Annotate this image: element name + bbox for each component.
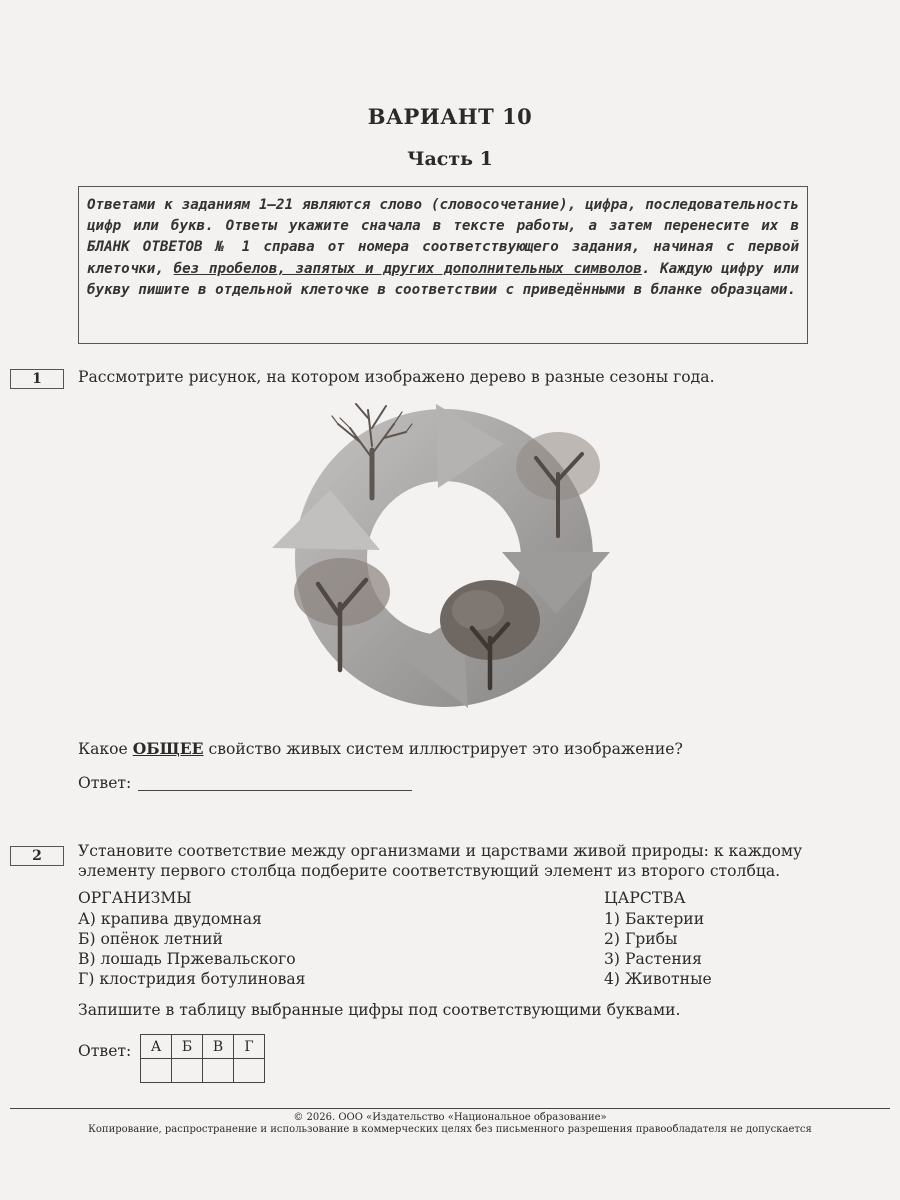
instructions-box [78,186,808,344]
footer-divider [10,1108,890,1109]
task1-answer-field[interactable] [138,790,412,791]
task2-prompt-line2: элементу первого столбца подберите соответствующий элемент из второго столбца. [78,862,781,880]
task1-prompt: Рассмотрите рисунок, на котором изображено дерево в разные сезоны года. [78,368,715,386]
kingdom-item: 4) Животные [604,970,712,988]
answer-table-header: В [203,1035,234,1059]
task1-question-emphasis: ОБЩЕЕ [132,739,204,758]
task-number-2: 2 [10,846,64,866]
organism-item: Б) опёнок летний [78,930,223,948]
seasons-cycle-figure [268,388,618,710]
task1-question [78,738,798,760]
footer [0,1112,900,1136]
task2-prompt-line1: Установите соответствие между организмами и царствами живой природы: к каждому [78,842,803,860]
task2-answer-label: Ответ: [78,1042,132,1060]
answer-table-header: А [141,1035,172,1059]
organism-item: А) крапива двудомная [78,910,262,928]
organisms-list [78,909,306,989]
answer-cell[interactable] [172,1059,203,1083]
answer-cell[interactable] [234,1059,265,1083]
variant-title: ВАРИАНТ 10 [367,104,533,129]
kingdom-item: 1) Бактерии [604,910,705,928]
task2-instruction: Запишите в таблицу выбранные цифры под соответствующими буквами. [78,1001,681,1019]
answer-cell[interactable] [203,1059,234,1083]
organism-item: Г) клостридия ботулиновая [78,970,306,988]
organism-item: В) лошадь Пржевальского [78,950,296,968]
footer-copyright: © 2026. ООО «Издательство «Национальное образование» [293,1112,607,1123]
answer-table-header: Б [172,1035,203,1059]
answer-table-header: Г [234,1035,265,1059]
instructions-underlined: без пробелов, запятых и других дополнительных символов [173,260,642,277]
instructions-text-end: . Каждую цифру или букву пишите в отдельной клеточке в соответствии с приведёнными в бланке образцами. [87,260,800,298]
kingdoms-header: ЦАРСТВА [604,889,686,907]
task-number-1: 1 [10,369,64,389]
task1-question-end: свойство живых систем иллюстрирует это изображение? [203,740,683,758]
kingdom-item: 3) Растения [604,950,702,968]
task2-answer-table [140,1034,265,1083]
instructions-text: Ответами к заданиям 1–21 являются слово (словосочетание), цифра, последовательность цифр или букв. Ответы укажите сначала в тексте работы, а затем перенесите их в БЛАНК ОТВЕТОВ № 1 справа от номера соответствующего задания, начиная с первой клеточки, [87,197,799,277]
answer-cell[interactable] [141,1059,172,1083]
task1-question-start: Какое [78,740,133,758]
task1-answer-label: Ответ: [78,774,132,792]
organisms-header: ОРГАНИЗМЫ [78,889,192,907]
kingdoms-list [604,909,712,989]
kingdom-item: 2) Грибы [604,930,678,948]
part-title: Часть 1 [407,148,493,170]
footer-notice: Копирование, распространение и использование в коммерческих целях без письменного разрешения правообладателя не допускается [88,1124,812,1135]
